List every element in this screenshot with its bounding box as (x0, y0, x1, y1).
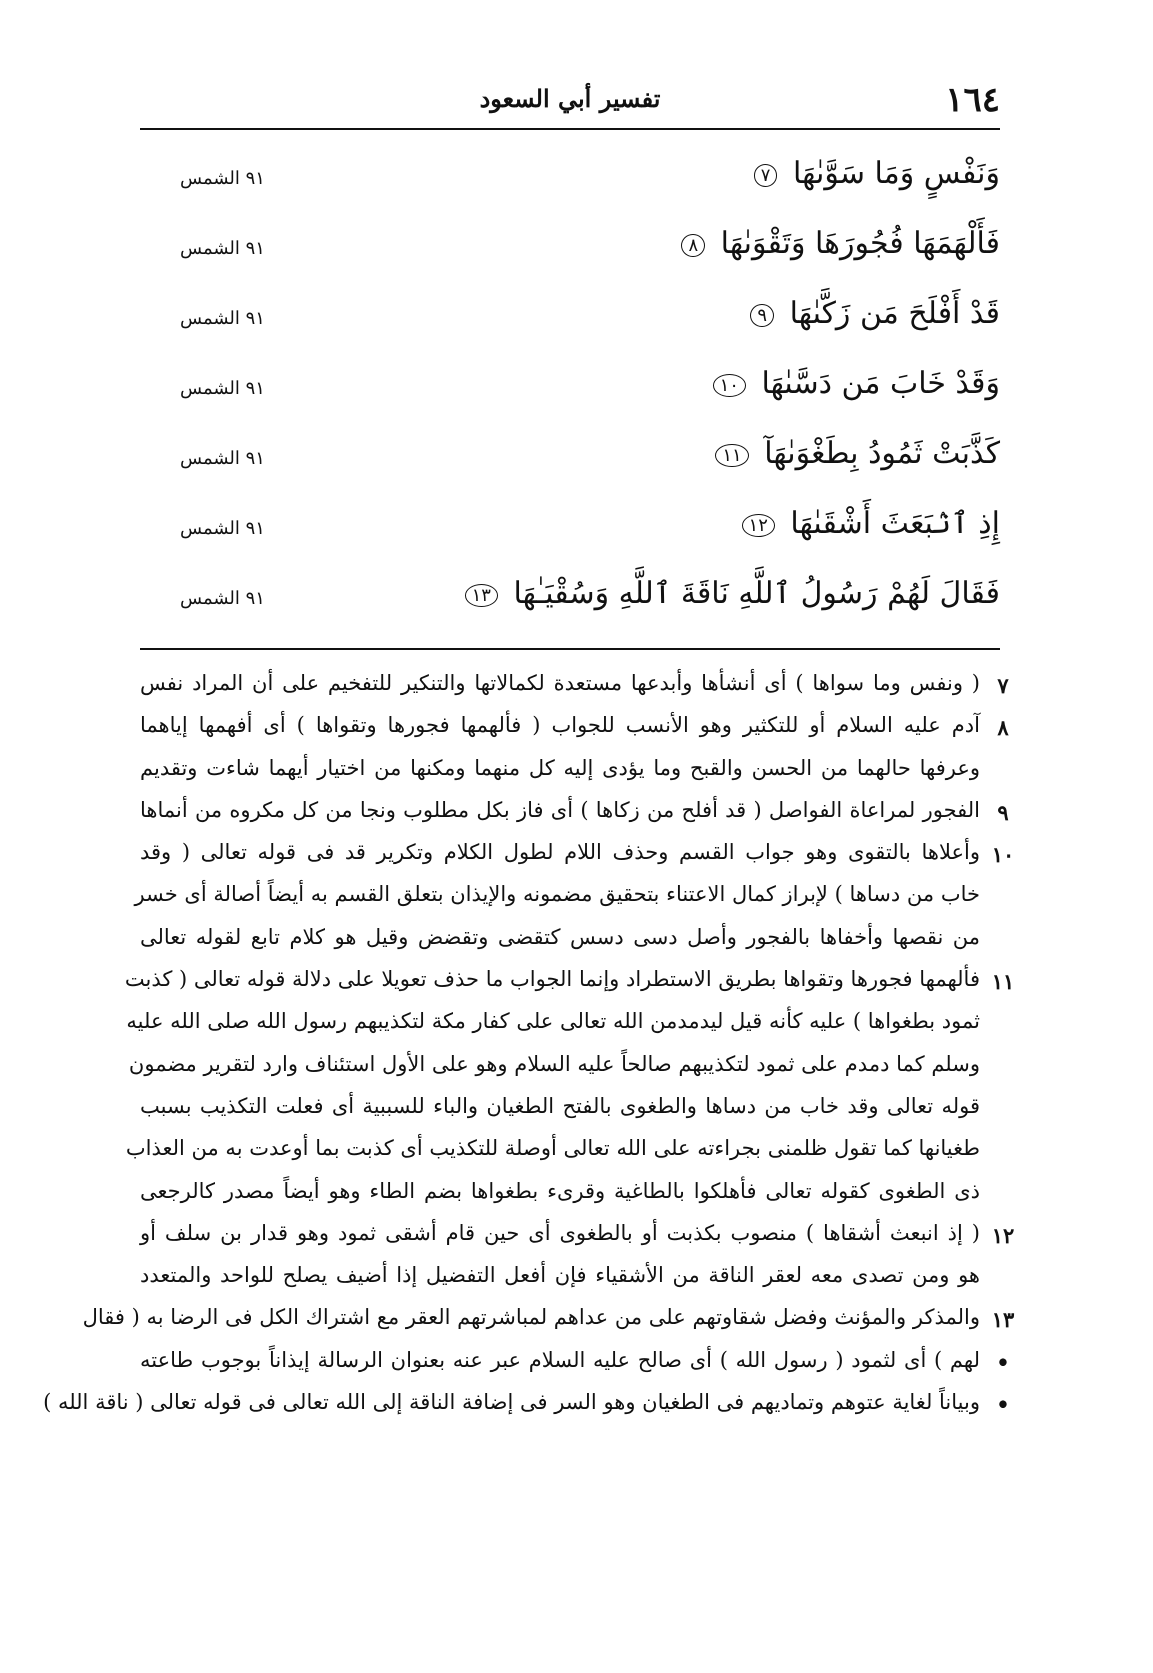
line-text: آدم عليه السلام أو للتكثير وهو الأنسب للجواب ( فألهمها فجورها وتقواها ) أى أفهمها إياهما (140, 713, 980, 738)
line-text: وعرفها حالهما من الحسن والقبح وما يؤدى إليه كل منهما ومكنها من اختيار أيهما شاءت وتقديم (140, 755, 980, 780)
line-text: هو ومن تصدى معه لعقر الناقة من الأشقياء فإن أفعل التفضيل إذا أضيف يصلح للواحد والمتعدد (140, 1263, 980, 1288)
verse (140, 220, 1000, 290)
verse-list (140, 150, 1000, 640)
line-text: وبياناً لغاية عتوهم وتماديهم فى الطغيان وهو السر فى إضافة الناقة إلى الله تعالى فى قوله تعالى ( ناقة الله ) (43, 1390, 980, 1415)
commentary-line (140, 1215, 1020, 1257)
commentary-line (140, 1088, 1020, 1130)
commentary-line (140, 665, 1020, 707)
line-text: لهم ) أى لثمود ( رسول الله ) أى صالح عليه السلام عبر عنه بعنوان الرسالة إيذاناً بوجوب طاعته (140, 1347, 980, 1372)
commentary-line (43, 1384, 1020, 1426)
commentary-line (128, 1046, 1020, 1088)
ayah-number: ١١ (715, 444, 748, 467)
verse (140, 290, 1000, 360)
page-header (140, 80, 1000, 128)
verse (140, 570, 1000, 640)
commentary-line (140, 1257, 1020, 1299)
commentary-line (140, 919, 1020, 961)
line-marker: ١٢ (991, 1222, 1015, 1248)
line-text: والمذكر والمؤنث وفضل شقاوتهم على من عداهم لمباشرتهم العقر مع اشتراك الكل فى الرضا به ( فقال (82, 1305, 980, 1330)
line-text: من نقصها وأخفاها بالفجور وأصل دسى دسس كتقضى وتقضض وقيل هو كلام تابع لقوله تعالى (140, 924, 980, 949)
header-rule (140, 128, 1000, 130)
commentary-line (140, 1342, 1020, 1384)
verse (140, 500, 1000, 570)
verse (140, 360, 1000, 430)
verse-reference: ٩١ الشمس (180, 238, 265, 259)
ayah-number: ٧ (754, 164, 778, 187)
commentary-body (43, 665, 1020, 1426)
verse-text: قَدْ أَفْلَحَ مَن زَكَّىٰهَا ٩ (750, 296, 1000, 331)
commentary-line (134, 876, 1020, 918)
commentary-line (140, 792, 1020, 834)
verse-text: وَنَفْسٍ وَمَا سَوَّىٰهَا ٧ (754, 156, 1000, 191)
commentary-line (124, 961, 1020, 1003)
commentary-line (126, 1003, 1020, 1045)
commentary-line (140, 1173, 1020, 1215)
line-text: وأعلاها بالتقوى وهو جواب القسم وحذف اللام لطول الكلام وتكرير قد فى قوله تعالى ( وقد (140, 840, 980, 865)
line-text: طغيانها كما تقول ظلمنى بجراءته على الله تعالى أوصلة للتكذيب أى كذبت بما أوعدت به من العذاب (125, 1136, 980, 1161)
section-divider (140, 648, 1000, 650)
line-marker: • (996, 1392, 1010, 1418)
line-text: قوله تعالى وقد خاب من دساها والطغوى بالفتح الطغيان والباء للسببية أى فعلت التكذيب بسبب (140, 1093, 980, 1118)
verse-reference: ٩١ الشمس (180, 168, 265, 189)
verse-reference: ٩١ الشمس (180, 448, 265, 469)
line-marker: ٧ (997, 673, 1009, 698)
verse-reference: ٩١ الشمس (180, 518, 265, 539)
commentary-line (140, 707, 1020, 749)
line-marker: ١٣ (991, 1307, 1015, 1333)
verse (140, 150, 1000, 220)
line-text: وسلم كما دمدم على ثمود لتكذيبهم صالحاً عليه السلام وهو على الأول استئناف وارد لتقرير مضمون (128, 1051, 980, 1076)
line-text: ذى الطغوى كقوله تعالى فأهلكوا بالطاغية وقرىء بطغواها بضم الطاء وهو أيضاً مصدر كالرجعى (140, 1178, 980, 1203)
ayah-number: ١٣ (465, 584, 498, 607)
line-text: ثمود بطغواها ) عليه كأنه قيل ليدمدمن الله تعالى على كفار مكة لتكذيبهم رسول الله صلى الله عليه (126, 1009, 980, 1034)
book-title: تفسير أبي السعود (479, 84, 661, 113)
ayah-number: ١٢ (742, 514, 775, 537)
line-text: ( ونفس وما سواها ) أى أنشأها وأبدعها مستعدة لكمالاتها والتنكير للتفخيم على أن المراد نفس (140, 671, 980, 695)
verse-text: كَذَّبَتْ ثَمُودُ بِطَغْوَىٰهَآ ١١ (715, 436, 1000, 471)
verse-text: فَأَلْهَمَهَا فُجُورَهَا وَتَقْوَىٰهَا ٨ (681, 226, 1000, 261)
line-text: فألهمها فجورها وتقواها بطريق الاستطراد وإنما الجواب ما حذف تعويلا على دلالة قوله تعالى ( كذبت (124, 967, 980, 992)
verse-reference: ٩١ الشمس (180, 308, 265, 329)
line-marker: ١٠ (991, 842, 1015, 868)
commentary-line (140, 750, 1020, 792)
line-text: خاب من دساها ) لإبراز كمال الاعتناء بتحقيق مضمونه والإيذان بتعلق القسم به أيضاً أصالة أى خسر (134, 882, 980, 907)
commentary-line (125, 1130, 1020, 1172)
line-text: ( إذ انبعث أشقاها ) منصوب بكذبت أو بالطغوى أى حين قام أشقى ثمود وهو قدار بن سلف أو (140, 1220, 980, 1245)
verse-text: إِذِ ٱنۢبَعَثَ أَشْقَىٰهَا ١٢ (742, 506, 1000, 541)
ayah-number: ٩ (750, 304, 774, 327)
ayah-number: ٨ (681, 234, 705, 257)
line-marker: ٨ (997, 715, 1009, 741)
verse-text: فَقَالَ لَهُمْ رَسُولُ ٱللَّهِ نَاقَةَ ٱللَّهِ وَسُقْيَـٰهَا ١٣ (465, 576, 1000, 611)
line-marker: ١١ (991, 969, 1015, 995)
page-number: ١٦٤ (945, 80, 1000, 120)
line-text: الفجور لمراعاة الفواصل ( قد أفلح من زكاها ) أى فاز بكل مطلوب ونجا من كل مكروه من أنماها (140, 797, 980, 822)
ayah-number: ١٠ (713, 374, 746, 397)
commentary-line (82, 1299, 1020, 1341)
verse-reference: ٩١ الشمس (180, 378, 265, 399)
line-marker: ٩ (997, 799, 1009, 825)
line-marker: • (996, 1349, 1010, 1375)
verse (140, 430, 1000, 500)
verse-text: وَقَدْ خَابَ مَن دَسَّىٰهَا ١٠ (713, 366, 1000, 401)
verse-reference: ٩١ الشمس (180, 588, 265, 609)
commentary-line (140, 834, 1020, 876)
